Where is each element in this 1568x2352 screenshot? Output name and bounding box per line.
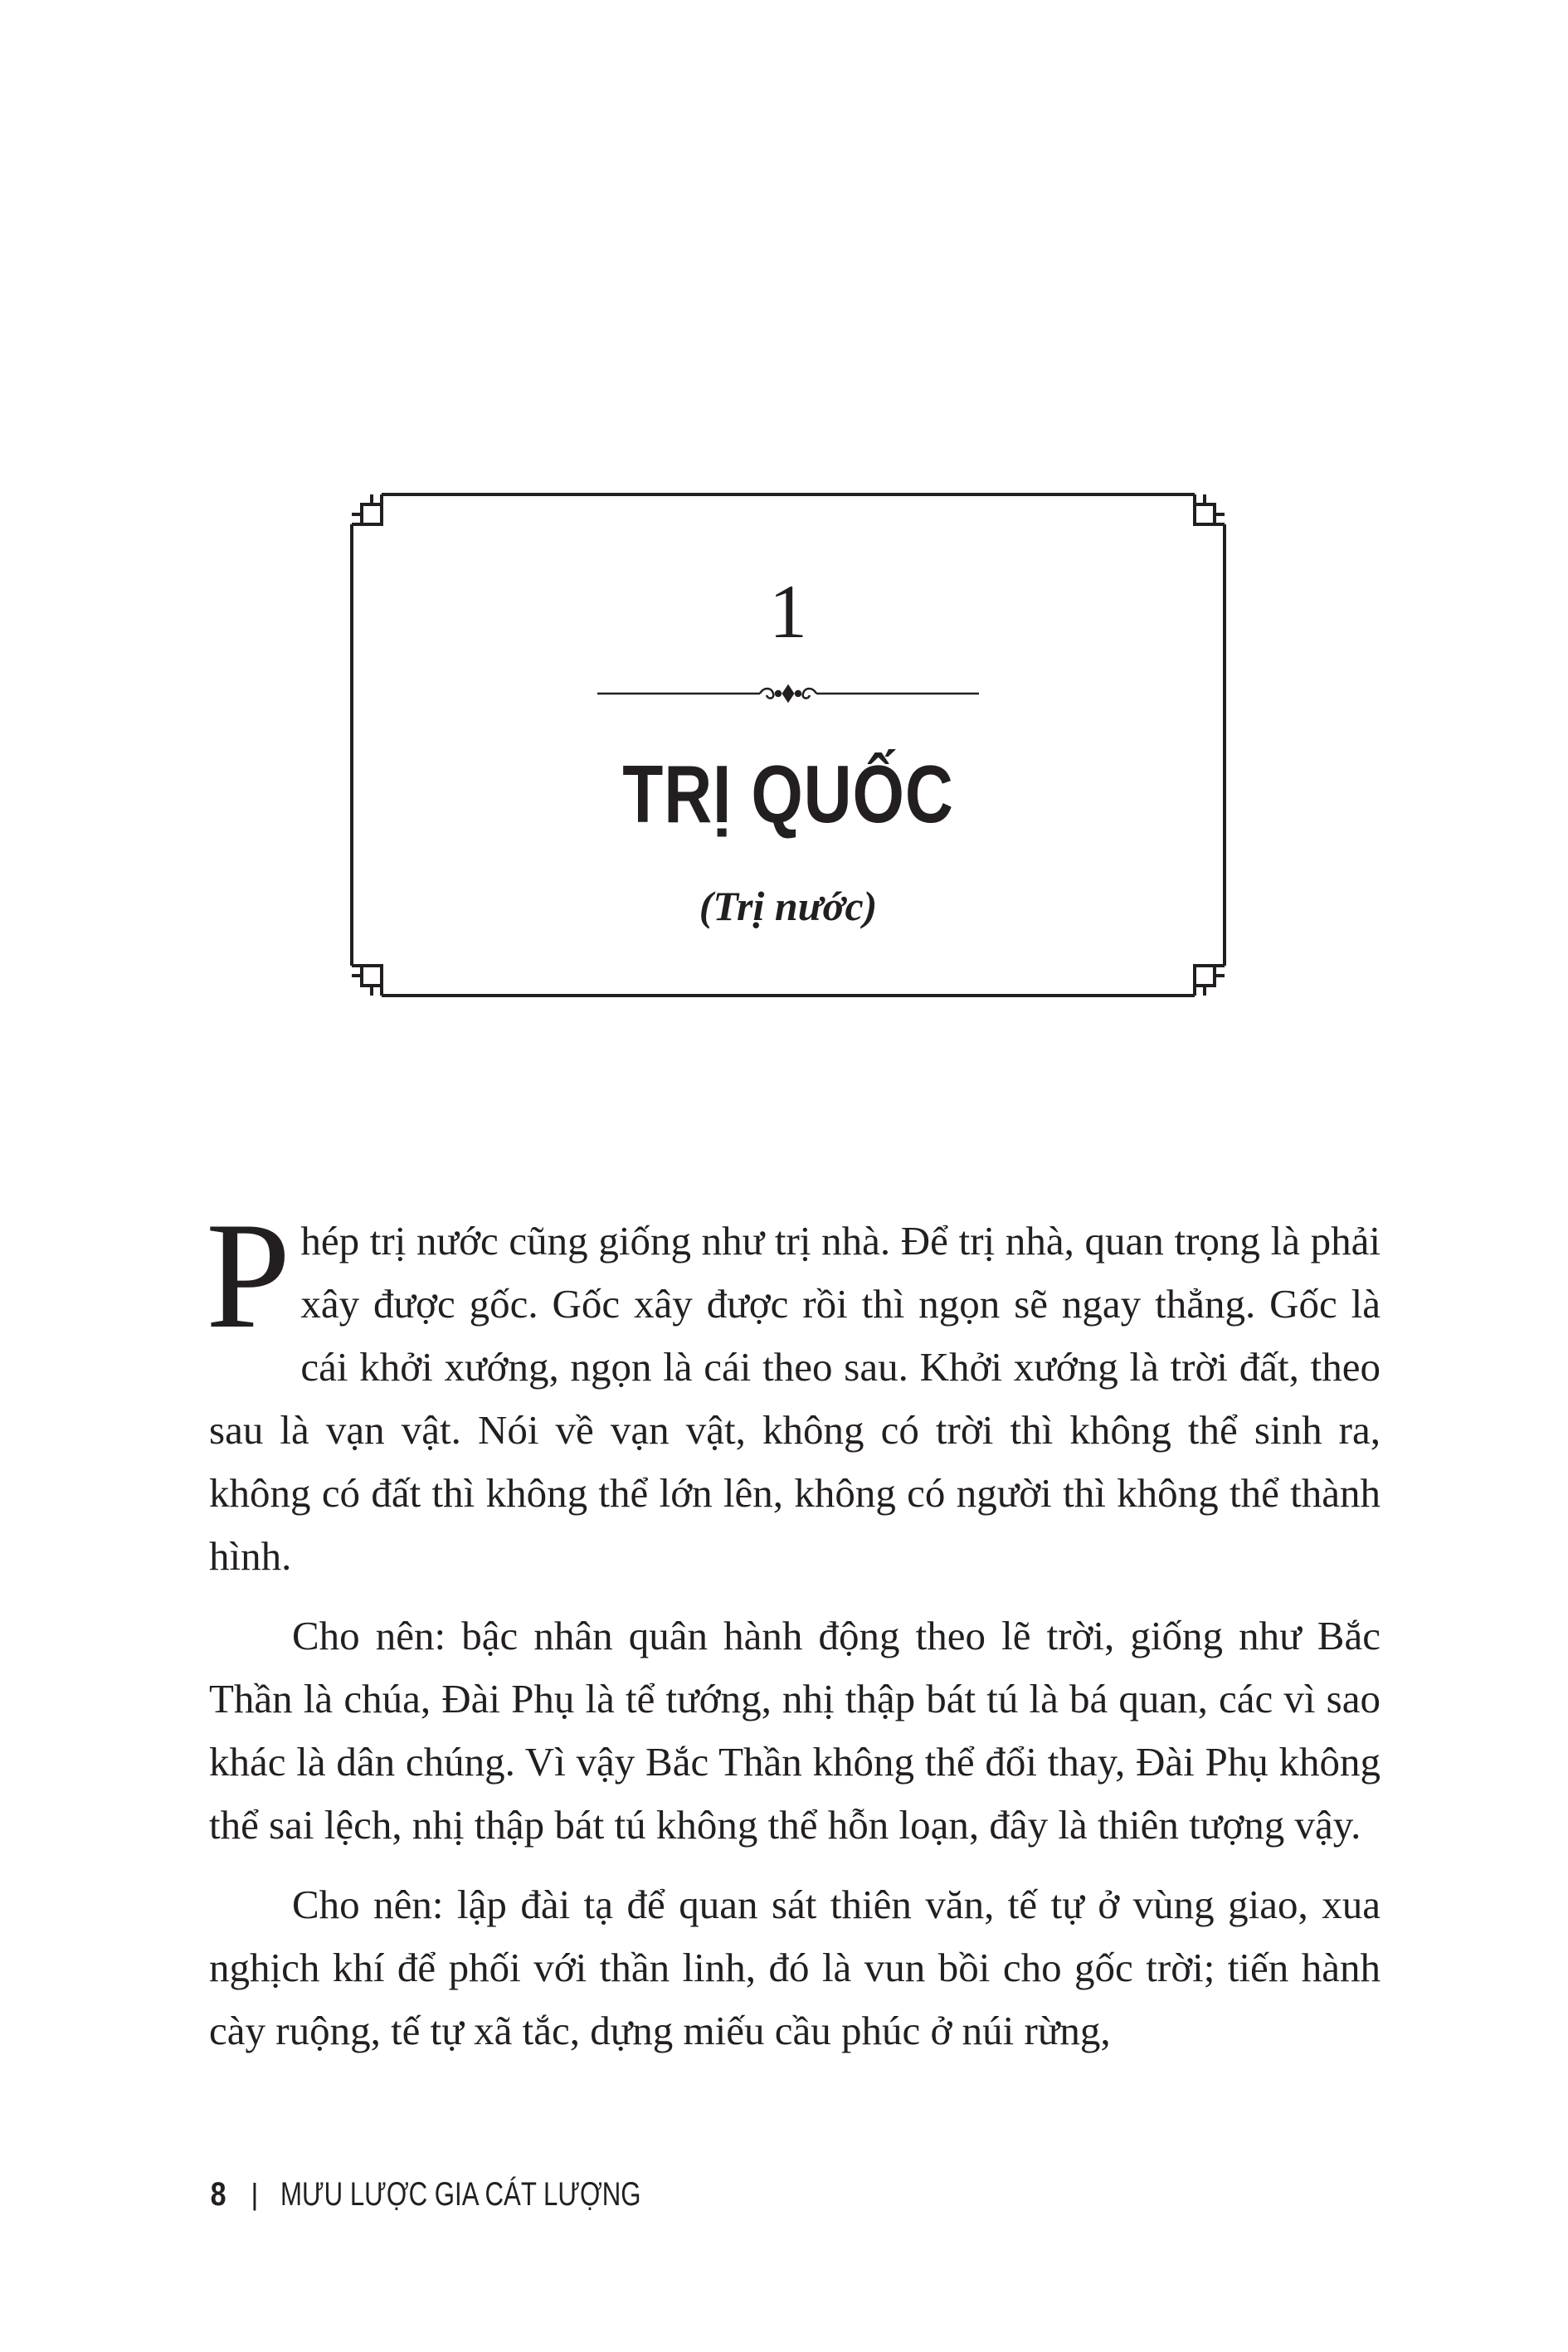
chapter-heading-frame bbox=[348, 491, 1228, 999]
paragraph-1-text: hép trị nước cũng giống như trị nhà. Để trị nhà, quan trọng là phải xây được gốc. Gốc xây được rồi thì ngọn sẽ ngay thẳng. Gốc là cái khởi xướng, ngọn là cái theo sau. Khởi xướng là trời đất, theo sau là vạn vật. Nói về vạn vật, không có trời thì không thể sinh ra, không có đất thì không thể lớn lên, không có người thì không thể thành hình. bbox=[209, 1218, 1381, 1579]
running-book-title: MƯU LƯỢC GIA CÁT LƯỢNG bbox=[280, 2175, 641, 2213]
paragraph-1 bbox=[206, 1191, 1381, 1588]
page-number: 8 bbox=[210, 2175, 226, 2213]
ornament-divider-icon bbox=[597, 684, 979, 704]
body-text bbox=[206, 1191, 1381, 2062]
paragraph-3: Cho nên: lập đài tạ để quan sát thiên văn, tế tự ở vùng giao, xua nghịch khí để phối với thần linh, đó là vun bồi cho gốc trời; tiến hành cày ruộng, tế tự xã tắc, dựng miếu cầu phúc ở núi rừng, bbox=[209, 1882, 1381, 2053]
chapter-title: TRỊ QUỐC bbox=[622, 748, 954, 840]
chapter-subtitle: (Trị nước) bbox=[699, 883, 878, 929]
footer-separator: | bbox=[251, 2177, 259, 2211]
drop-cap: P bbox=[206, 1191, 291, 1360]
paragraph-2: Cho nên: bậc nhân quân hành động theo lẽ trời, giống như Bắc Thần là chúa, Đài Phụ là tể tướng, nhị thập bát tú là bá quan, các vì sao khác là dân chúng. Vì vậy Bắc Thần không thể đổi thay, Đài Phụ không thể sai lệch, nhị thập bát tú không thể hỗn loạn, đây là thiên tượng vậy. bbox=[209, 1613, 1381, 1848]
page-footer bbox=[209, 2169, 743, 2219]
chapter-number: 1 bbox=[769, 569, 807, 654]
